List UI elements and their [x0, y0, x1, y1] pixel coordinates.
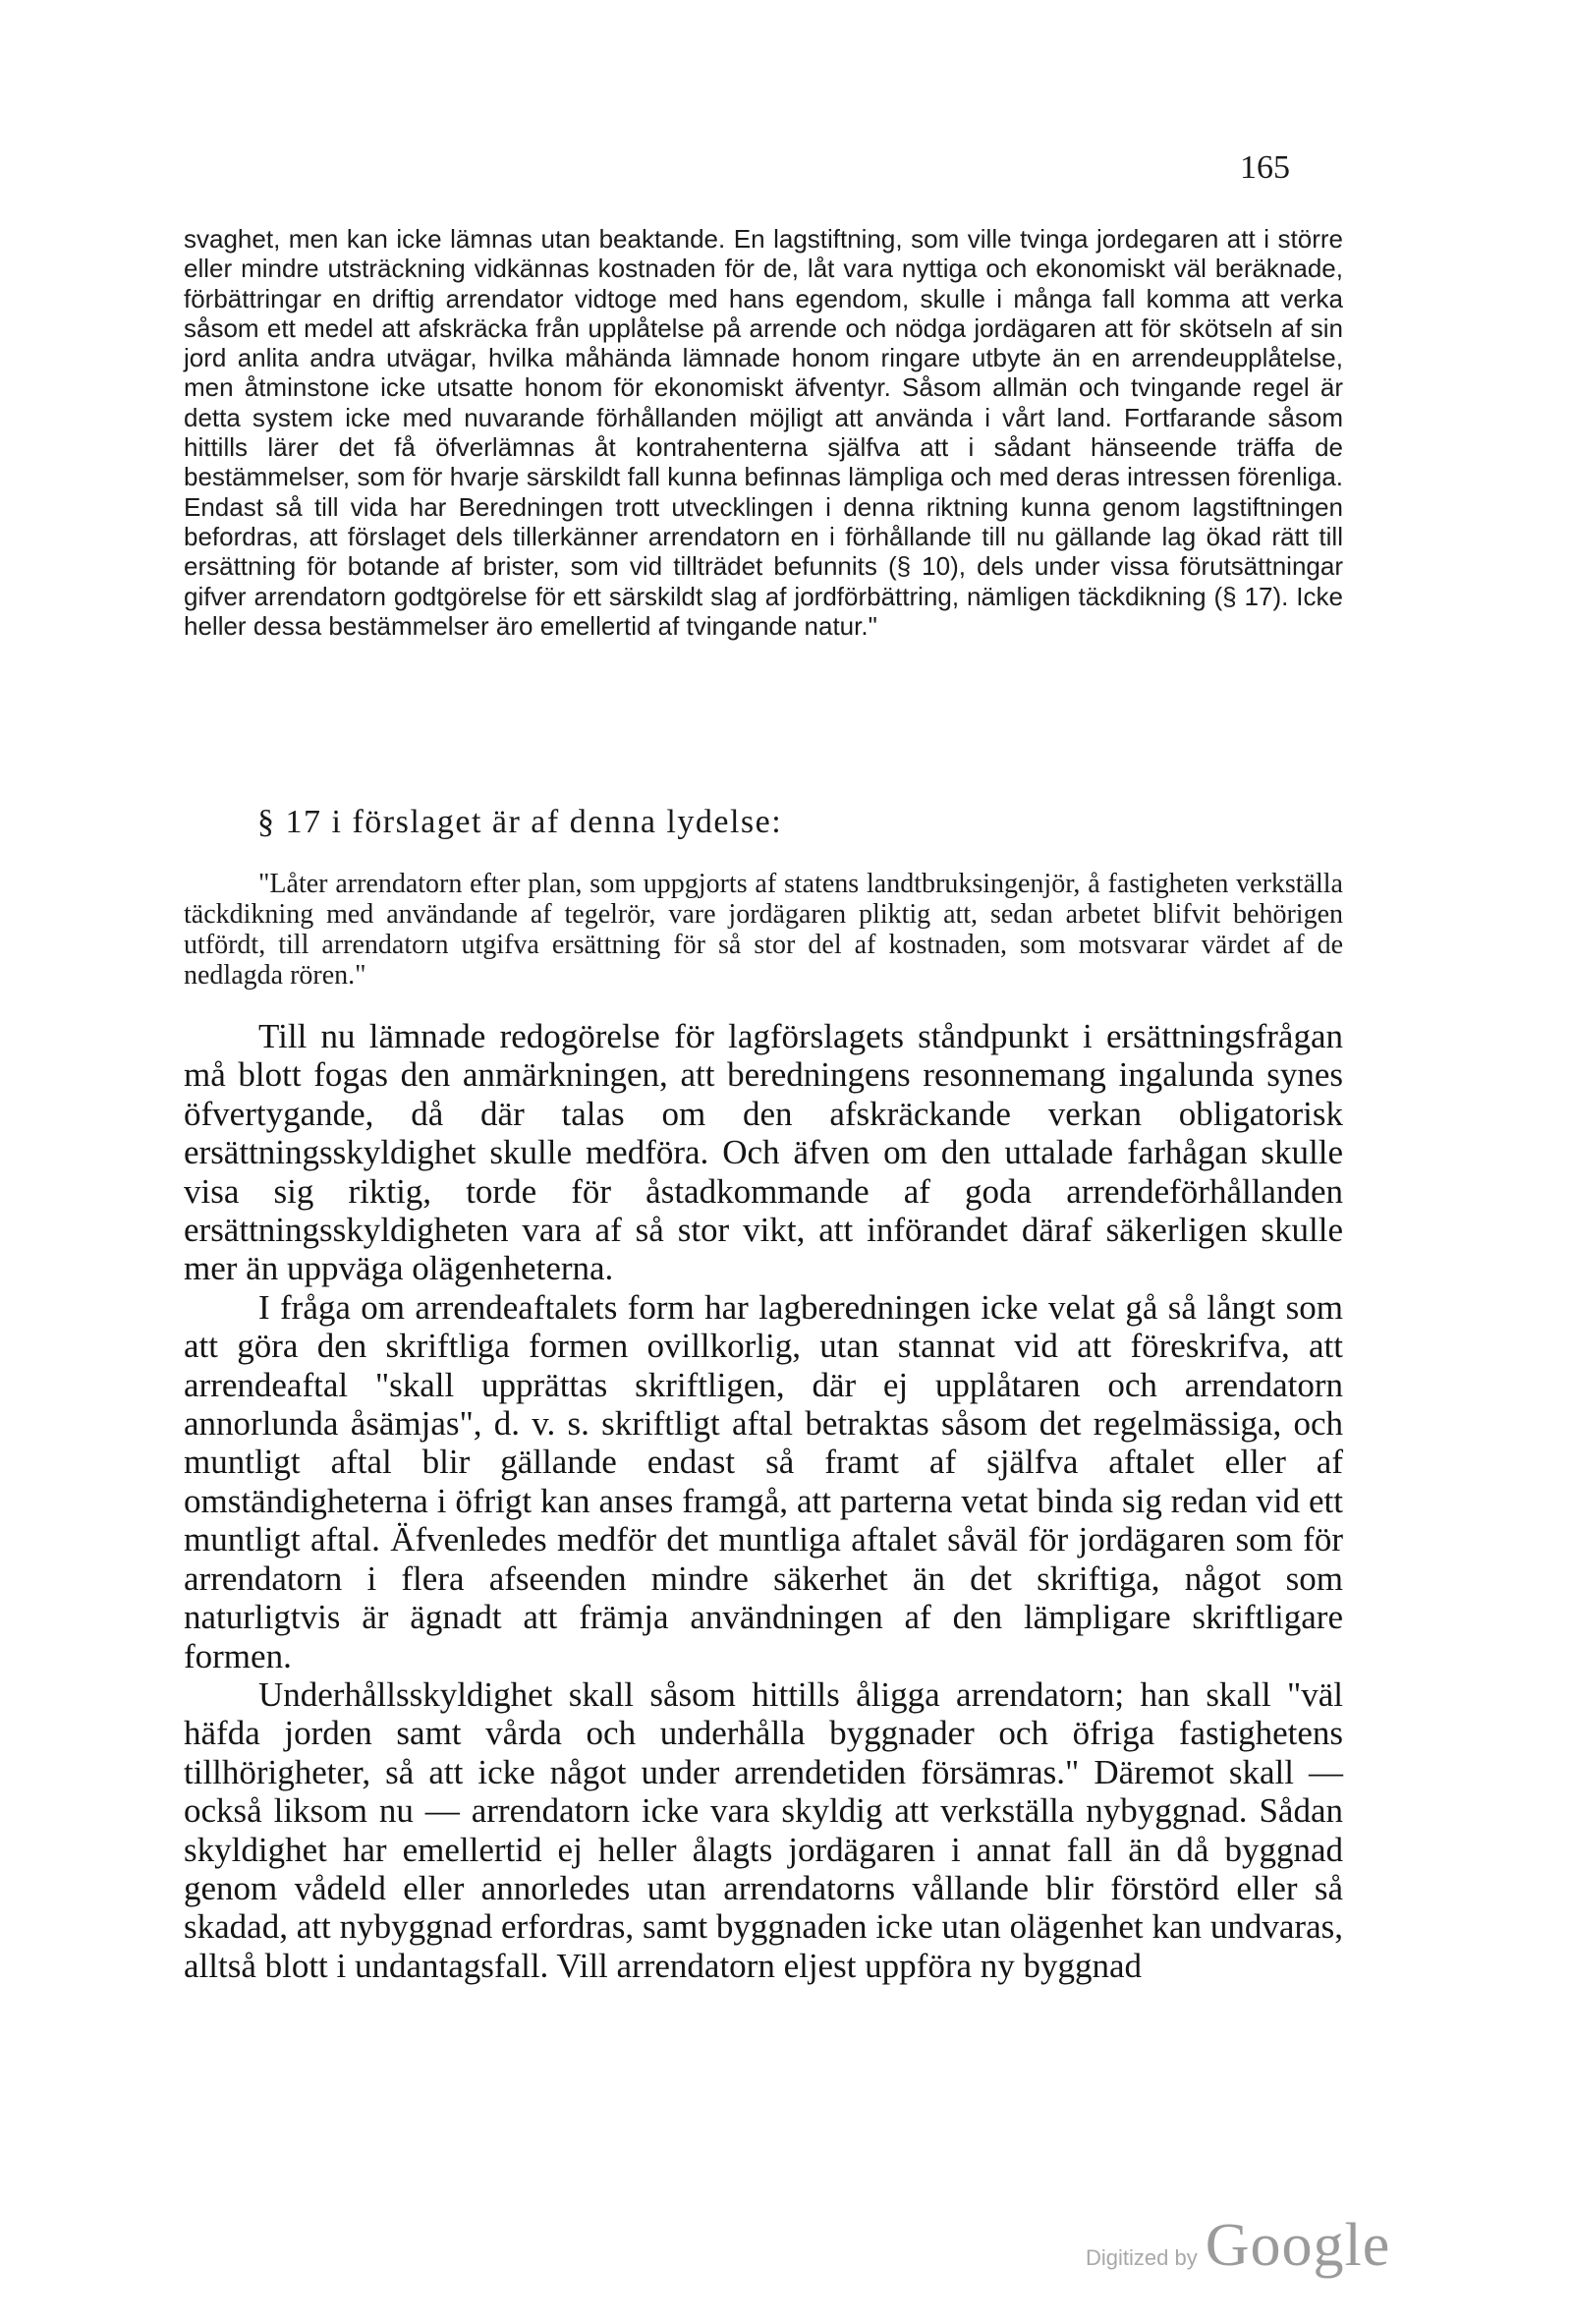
body-paragraph-3: Underhållsskyldighet skall såsom hittills åligga arrendatorn; han skall "väl häfda jorden samt vårda och underhålla byggnader och öfriga fastighetens tillhörigheter, så att icke något under arrendetiden försämras." Däremot skall — också liksom nu — arrendatorn icke vara skyldig att verkställa nybyggnad. Sådan skyldighet har emellertid ej heller ålagts jordägaren i annat fall än då byggnad genom vådeld eller annorledes utan arrendatorns vållande blir förstörd eller så skadad, att nybyggnad erfordras, samt byggnaden icke utan olägenhet kan undvaras, alltså blott i undantagsfall. Vill arrendatorn eljest uppföra ny byggnad — [184, 1674, 1343, 1985]
body-paragraph-2: I fråga om arrendeaftalets form har lagberedningen icke velat gå så långt som att göra den skriftliga formen ovillkorlig, utan stannat vid att föreskrifva, att arrendeaftal "skall upprättas skriftligen, där ej upplåtaren och arrendatorn annorlunda åsämjas", d. v. s. skriftligt aftal betraktas såsom det regelmässiga, och muntligt aftal blir gällande endast så framt af själfva aftalet eller af omständigheterna i öfrigt kan anses framgå, att parterna vetat binda sig redan vid ett muntligt aftal. Äfvenledes medför det muntliga aftalet såväl för jordägaren som för arrendatorn i flera afseenden mindre säkerhet än det skriftiga, något som naturligtvis är ägnadt att främja användningen af den lämpligare skriftligare formen. — [184, 1287, 1343, 1675]
google-logo: Google — [1205, 2212, 1391, 2279]
main-body-text — [184, 1017, 1343, 1985]
section-heading: § 17 i förslaget är af denna lydelse: — [257, 804, 783, 840]
section-17-quote-text: "Låter arrendatorn efter plan, som uppgjorts af statens landtbruksingenjör, å fastigheten verkställa täckdikning med användande af tegelrör, vare jordägaren pliktig att, sedan arbetet blifvit behörigen utfördt, till arrendatorn utgifva ersättning för så stor del af kostnaden, som motsvarar värdet af de nedlagda rören." — [184, 869, 1343, 991]
google-watermark — [1086, 2211, 1390, 2281]
continued-quote-block — [184, 224, 1343, 641]
page-number: 165 — [1240, 149, 1290, 186]
continued-quote-paragraph: svaghet, men kan icke lämnas utan beaktande. En lagstiftning, som ville tvinga jordegaren att i större eller mindre utsträckning vidkännas kostnaden för de, låt vara nyttiga och ekonomiskt väl beräknade, förbättringar en driftig arrendator vidtoge med hans egendom, skulle i många fall komma att verka såsom ett medel att afskräcka från upplåtelse på arrende och nödga jordägaren att för skötseln af sin jord anlita andra utvägar, hvilka måhända lämnade honom ringare utbyte än en arrendeupplåtelse, men åtminstone icke utsatte honom för ekonomiskt äfventyr. Såsom allmän och tvingande regel är detta system icke med nuvarande förhållanden möjligt att använda i vårt land. Fortfarande såsom hittills lärer det få öfverlämnas åt kontrahenterna själfva att i sådant hänseende träffa de bestämmelser, som för hvarje särskildt fall kunna befinnas lämpliga och med deras intressen förenliga. Endast så till vida har Beredningen trott utvecklingen i denna riktning kunna genom lagstiftningen befordras, att förslaget dels tillerkänner arrendatorn en i förhållande till nu gällande lag ökad rätt till ersättning för botande af brister, som vid tillträdet befunnits (§ 10), dels under vissa förutsättningar gifver arrendatorn godtgörelse för ett särskildt slag af jordförbättring, nämligen täckdikning (§ 17). Icke heller dessa bestämmelser äro emellertid af tvingande natur." — [184, 224, 1343, 641]
body-paragraph-1: Till nu lämnade redogörelse för lagförslagets ståndpunkt i ersättningsfrågan må blott fogas den anmärkningen, att beredningens resonnemang ingalunda synes öfvertygande, då där talas om den afskräckande verkan obligatorisk ersättningsskyldighet skulle medföra. Och äfven om den uttalade farhågan skulle visa sig riktig, torde för åstadkommande af goda arrendeförhållanden ersättningsskyldigheten vara af så stor vikt, att införandet däraf säkerligen skulle mer än uppväga olägenheterna. — [184, 1017, 1343, 1288]
watermark-digitized-label: Digitized by — [1086, 2245, 1198, 2270]
section-17-quote — [184, 869, 1343, 991]
